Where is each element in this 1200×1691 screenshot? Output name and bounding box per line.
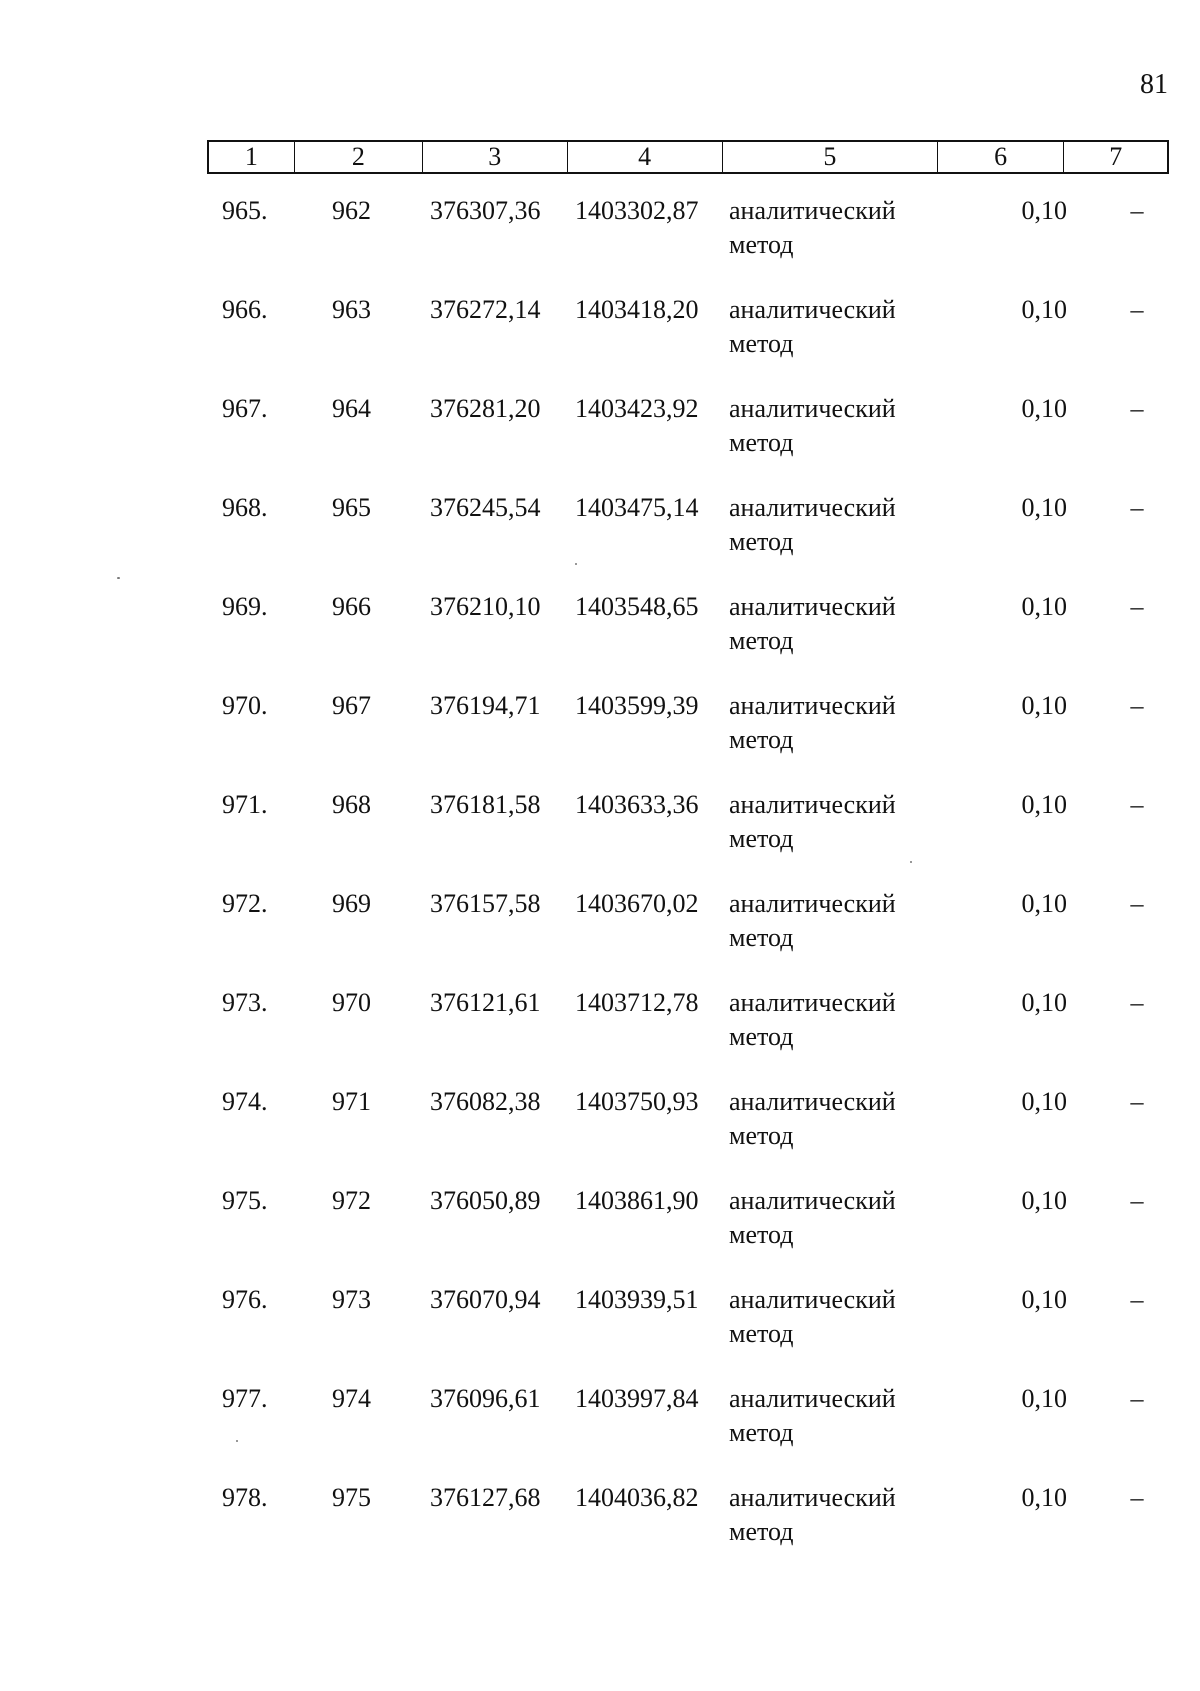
scan-speck <box>117 577 120 579</box>
note-cell: – <box>1130 1285 1144 1314</box>
table-row <box>207 392 1169 491</box>
x-coordinate-cell: 376307,36 <box>430 196 541 225</box>
method-cell: аналитический метод <box>729 493 896 556</box>
note-cell: – <box>1130 493 1144 522</box>
method-cell: аналитический метод <box>729 196 896 259</box>
accuracy-cell: 0,10 <box>1021 988 1067 1017</box>
row-number-cell: 973. <box>222 988 268 1017</box>
table-row <box>207 590 1169 689</box>
x-coordinate-cell: 376096,61 <box>430 1384 541 1413</box>
point-number-cell: 965 <box>332 493 371 522</box>
table-row <box>207 1085 1169 1184</box>
accuracy-cell: 0,10 <box>1021 295 1067 324</box>
accuracy-cell: 0,10 <box>1021 1087 1067 1116</box>
accuracy-cell: 0,10 <box>1021 691 1067 720</box>
table-body <box>207 194 1169 1580</box>
y-coordinate-cell: 1403939,51 <box>575 1285 699 1314</box>
method-cell: аналитический метод <box>729 394 896 457</box>
y-coordinate-cell: 1403599,39 <box>575 691 699 720</box>
accuracy-cell: 0,10 <box>1021 1186 1067 1215</box>
column-header: 3 <box>423 142 567 172</box>
x-coordinate-cell: 376157,58 <box>430 889 541 918</box>
method-cell: аналитический метод <box>729 1384 896 1447</box>
x-coordinate-cell: 376050,89 <box>430 1186 541 1215</box>
table-row <box>207 1184 1169 1283</box>
table-row <box>207 1283 1169 1382</box>
point-number-cell: 966 <box>332 592 371 621</box>
method-cell: аналитический метод <box>729 1186 896 1249</box>
y-coordinate-cell: 1403418,20 <box>575 295 699 324</box>
accuracy-cell: 0,10 <box>1021 1384 1067 1413</box>
x-coordinate-cell: 376281,20 <box>430 394 541 423</box>
x-coordinate-cell: 376082,38 <box>430 1087 541 1116</box>
method-cell: аналитический метод <box>729 1483 896 1546</box>
row-number-cell: 975. <box>222 1186 268 1215</box>
point-number-cell: 973 <box>332 1285 371 1314</box>
column-header: 1 <box>209 142 295 172</box>
page-number: 81 <box>1140 69 1168 100</box>
x-coordinate-cell: 376245,54 <box>430 493 541 522</box>
y-coordinate-cell: 1403997,84 <box>575 1384 699 1413</box>
column-header: 6 <box>938 142 1064 172</box>
note-cell: – <box>1130 295 1144 324</box>
point-number-cell: 962 <box>332 196 371 225</box>
x-coordinate-cell: 376194,71 <box>430 691 541 720</box>
table-header <box>207 140 1169 174</box>
row-number-cell: 969. <box>222 592 268 621</box>
note-cell: – <box>1130 196 1144 225</box>
point-number-cell: 971 <box>332 1087 371 1116</box>
scan-speck <box>575 563 577 565</box>
x-coordinate-cell: 376272,14 <box>430 295 541 324</box>
method-cell: аналитический метод <box>729 889 896 952</box>
note-cell: – <box>1130 394 1144 423</box>
y-coordinate-cell: 1403670,02 <box>575 889 699 918</box>
row-number-cell: 968. <box>222 493 268 522</box>
y-coordinate-cell: 1404036,82 <box>575 1483 699 1512</box>
row-number-cell: 966. <box>222 295 268 324</box>
accuracy-cell: 0,10 <box>1021 493 1067 522</box>
y-coordinate-cell: 1403861,90 <box>575 1186 699 1215</box>
row-number-cell: 976. <box>222 1285 268 1314</box>
row-number-cell: 971. <box>222 790 268 819</box>
method-cell: аналитический метод <box>729 295 896 358</box>
y-coordinate-cell: 1403302,87 <box>575 196 699 225</box>
y-coordinate-cell: 1403633,36 <box>575 790 699 819</box>
point-number-cell: 968 <box>332 790 371 819</box>
table-row <box>207 986 1169 1085</box>
accuracy-cell: 0,10 <box>1021 1285 1067 1314</box>
method-cell: аналитический метод <box>729 691 896 754</box>
table-row <box>207 887 1169 986</box>
row-number-cell: 972. <box>222 889 268 918</box>
x-coordinate-cell: 376210,10 <box>430 592 541 621</box>
method-cell: аналитический метод <box>729 1285 896 1348</box>
table-row <box>207 293 1169 392</box>
accuracy-cell: 0,10 <box>1021 394 1067 423</box>
table-row <box>207 194 1169 293</box>
accuracy-cell: 0,10 <box>1021 196 1067 225</box>
row-number-cell: 978. <box>222 1483 268 1512</box>
row-number-cell: 965. <box>222 196 268 225</box>
row-number-cell: 977. <box>222 1384 268 1413</box>
column-header: 5 <box>723 142 938 172</box>
method-cell: аналитический метод <box>729 988 896 1051</box>
row-number-cell: 974. <box>222 1087 268 1116</box>
accuracy-cell: 0,10 <box>1021 790 1067 819</box>
point-number-cell: 975 <box>332 1483 371 1512</box>
table-row <box>207 788 1169 887</box>
x-coordinate-cell: 376070,94 <box>430 1285 541 1314</box>
x-coordinate-cell: 376127,68 <box>430 1483 541 1512</box>
point-number-cell: 963 <box>332 295 371 324</box>
row-number-cell: 970. <box>222 691 268 720</box>
note-cell: – <box>1130 1483 1144 1512</box>
point-number-cell: 970 <box>332 988 371 1017</box>
y-coordinate-cell: 1403548,65 <box>575 592 699 621</box>
column-header: 2 <box>295 142 423 172</box>
method-cell: аналитический метод <box>729 1087 896 1150</box>
note-cell: – <box>1130 1384 1144 1413</box>
x-coordinate-cell: 376121,61 <box>430 988 541 1017</box>
accuracy-cell: 0,10 <box>1021 1483 1067 1512</box>
point-number-cell: 972 <box>332 1186 371 1215</box>
note-cell: – <box>1130 1087 1144 1116</box>
note-cell: – <box>1130 790 1144 819</box>
table-row <box>207 1481 1169 1580</box>
note-cell: – <box>1130 691 1144 720</box>
table-row <box>207 491 1169 590</box>
note-cell: – <box>1130 592 1144 621</box>
method-cell: аналитический метод <box>729 592 896 655</box>
table-row <box>207 689 1169 788</box>
y-coordinate-cell: 1403750,93 <box>575 1087 699 1116</box>
y-coordinate-cell: 1403475,14 <box>575 493 699 522</box>
point-number-cell: 969 <box>332 889 371 918</box>
row-number-cell: 967. <box>222 394 268 423</box>
note-cell: – <box>1130 1186 1144 1215</box>
note-cell: – <box>1130 889 1144 918</box>
x-coordinate-cell: 376181,58 <box>430 790 541 819</box>
y-coordinate-cell: 1403423,92 <box>575 394 699 423</box>
accuracy-cell: 0,10 <box>1021 889 1067 918</box>
y-coordinate-cell: 1403712,78 <box>575 988 699 1017</box>
point-number-cell: 974 <box>332 1384 371 1413</box>
note-cell: – <box>1130 988 1144 1017</box>
point-number-cell: 967 <box>332 691 371 720</box>
accuracy-cell: 0,10 <box>1021 592 1067 621</box>
point-number-cell: 964 <box>332 394 371 423</box>
scan-speck <box>910 861 912 863</box>
method-cell: аналитический метод <box>729 790 896 853</box>
scan-speck <box>236 1440 238 1442</box>
column-header: 7 <box>1109 142 1123 171</box>
table-row <box>207 1382 1169 1481</box>
column-header: 4 <box>568 142 723 172</box>
